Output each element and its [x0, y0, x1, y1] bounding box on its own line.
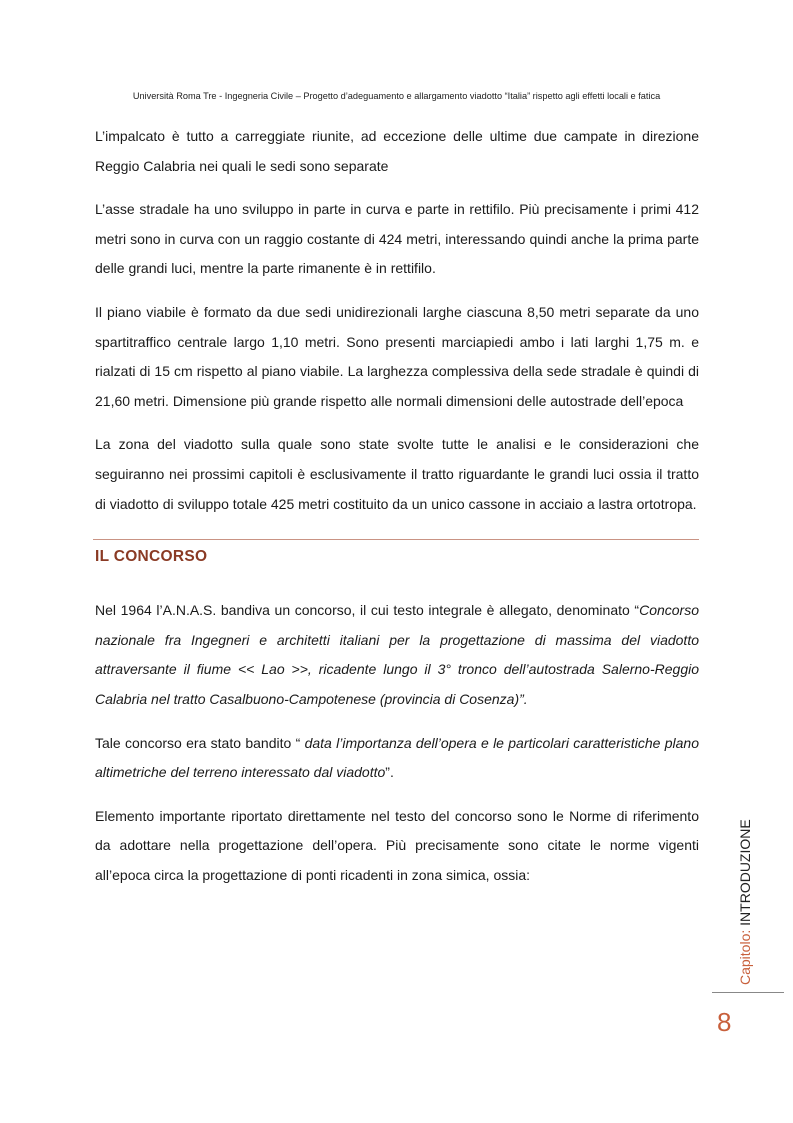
- concorso-1-lead: Nel 1964 l’A.N.A.S. bandiva un concorso, il cui testo integrale è allegato, denominato “: [95, 602, 640, 619]
- paragraph-concorso-3: Elemento importante riportato direttamente nel testo del concorso sono le Norme di riferimento da adottare nella progettazione dell’opera. Più precisamente sono citate le norme vigenti all’epoca circa la progettazione di ponti ricadenti in zona simica, ossia:: [95, 807, 699, 883]
- paragraph-impalcato: L’impalcato è tutto a carreggiate riunite, ad eccezione delle ultime due campate in direzione Reggio Calabria nei quali le sedi sono separate: [95, 128, 699, 174]
- paragraph-concorso-1: [95, 596, 699, 714]
- chapter-prefix: Capitolo:: [737, 925, 753, 985]
- concorso-1-title-italic: Concorso nazionale fra Ingegneri e architetti italiani per la progettazione di massima del viadotto attraversante il fiume << Lao >>, ricadente lungo il 3° tronco dell’autostrada Salerno-Reggio Calabria nel tratto Casalbuono-Campotenese (provincia di Cosenza)”.: [95, 602, 699, 707]
- page-body: [95, 122, 699, 904]
- section-heading: IL CONCORSO: [95, 548, 208, 566]
- chapter-side-label: [737, 819, 753, 985]
- sidebar-divider: [712, 992, 784, 993]
- chapter-name: INTRODUZIONE: [737, 819, 753, 926]
- concorso-2-tail: ”.: [385, 764, 394, 781]
- paragraph-zona-viadotto: La zona del viadotto sulla quale sono state svolte tutte le analisi e le considerazioni che seguiranno nei prossimi capitoli è esclusivamente il tratto riguardante le grandi luci ossia il tratto di viadotto di sviluppo totale 425 metri costituito da un unico cassone in acciaio a lastra ortotropa.: [95, 436, 699, 512]
- page-number: 8: [717, 1007, 732, 1037]
- paragraph-asse-stradale: L’asse stradale ha uno sviluppo in parte in curva e parte in rettifilo. Più precisamente i primi 412 metri sono in curva con un raggio costante di 424 metri, interessando quindi anche la prima parte delle grandi luci, mentre la parte rimanente è in rettifilo.: [95, 201, 699, 277]
- running-header: Università Roma Tre - Ingegneria Civile – Progetto d’adeguamento e allargamento viadotto “Italia” rispetto agli effetti locali e fatica: [132, 91, 661, 101]
- paragraph-piano-viabile: Il piano viabile è formato da due sedi unidirezionali larghe ciascuna 8,50 metri separate da uno spartitraffico centrale largo 1,10 metri. Sono presenti marciapiedi ambo i lati larghi 1,75 m. e rialzati di 15 cm rispetto al piano viabile. La larghezza complessiva della sede stradale è quindi di 21,60 metri. Dimensione più grande rispetto alle normali dimensioni delle autostrade dell’epoca: [95, 303, 699, 409]
- concorso-2-quote-italic: data l’importanza dell’opera e le particolari caratteristiche plano altimetriche del terreno interessato dal viadotto: [95, 734, 699, 781]
- paragraph-concorso-2: [95, 729, 699, 788]
- section-divider: [93, 539, 699, 540]
- concorso-2-lead: Tale concorso era stato bandito “: [95, 734, 305, 751]
